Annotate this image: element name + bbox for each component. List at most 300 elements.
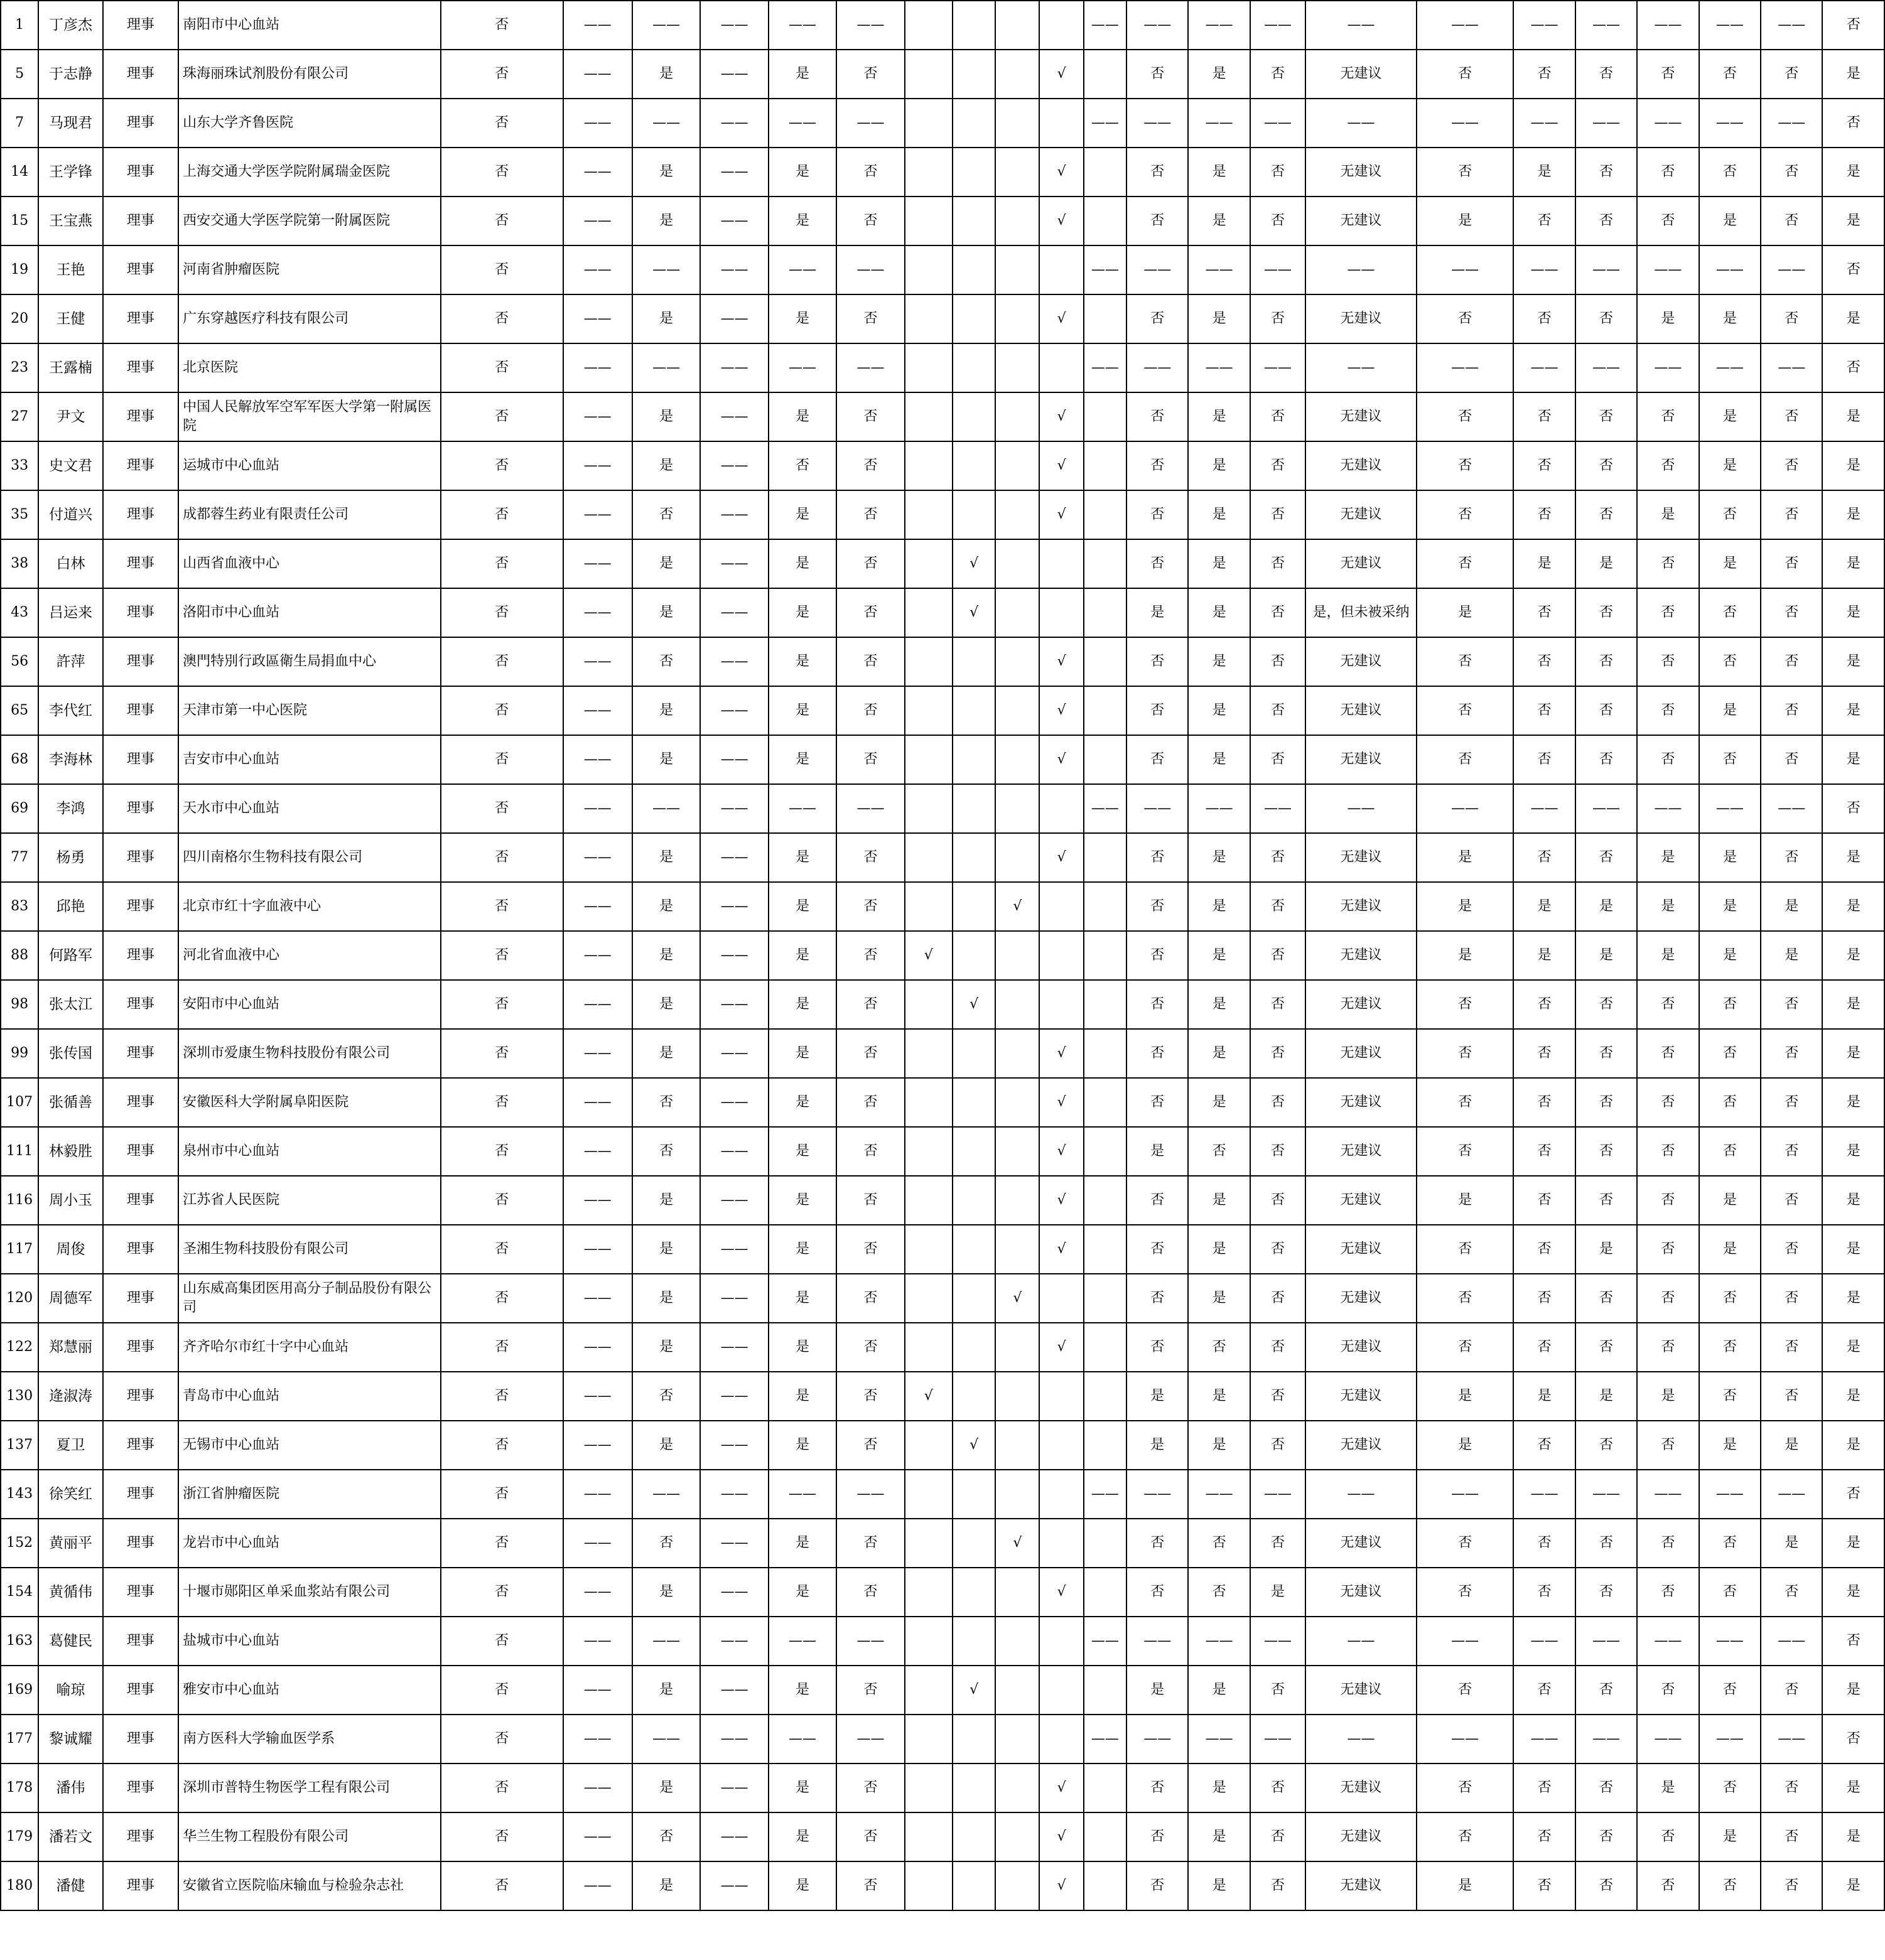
answer-cell: 是 — [1761, 882, 1822, 931]
answer-cell: √ — [1039, 50, 1083, 99]
answer-cell — [995, 1127, 1039, 1176]
organization-cell: 十堰市郧阳区单采血浆站有限公司 — [178, 1568, 441, 1617]
answer-cell: —— — [1513, 1617, 1575, 1666]
answer-cell: 否 — [1575, 1568, 1637, 1617]
organization-cell: 珠海丽珠试剂股份有限公司 — [178, 50, 441, 99]
answer-cell: 否 — [1761, 392, 1822, 441]
answer-cell: —— — [1126, 245, 1188, 294]
answer-cell: 是 — [1188, 294, 1250, 343]
answer-cell: 否 — [1637, 1029, 1699, 1078]
answer-cell: 否 — [836, 1519, 904, 1568]
answer-cell — [1039, 1274, 1083, 1323]
answer-cell: 是 — [1637, 931, 1699, 980]
answer-cell: —— — [563, 588, 632, 637]
answer-cell: 无建议 — [1305, 833, 1417, 882]
row-number-cell: 152 — [1, 1519, 38, 1568]
answer-cell: 是 — [1417, 833, 1514, 882]
answer-cell: 否 — [632, 637, 700, 686]
answer-cell: 否 — [836, 637, 904, 686]
answer-cell: √ — [1039, 441, 1083, 490]
answer-cell — [1039, 343, 1083, 392]
answer-cell: 无建议 — [1305, 1666, 1417, 1715]
answer-cell: —— — [1188, 245, 1250, 294]
answer-cell: √ — [1039, 1323, 1083, 1372]
answer-cell: 是 — [1126, 1421, 1188, 1470]
answer-cell: 无建议 — [1305, 50, 1417, 99]
answer-cell: 否 — [441, 882, 563, 931]
answer-cell — [995, 1470, 1039, 1519]
member-name-cell: 邱艳 — [38, 882, 102, 931]
answer-cell: —— — [769, 245, 836, 294]
answer-cell — [995, 197, 1039, 245]
answer-cell: 是 — [1822, 686, 1884, 735]
member-name-cell: 許萍 — [38, 637, 102, 686]
answer-cell: √ — [1039, 1078, 1083, 1127]
answer-cell — [995, 637, 1039, 686]
member-name-cell: 吕运来 — [38, 588, 102, 637]
answer-cell: 否 — [836, 197, 904, 245]
answer-cell: —— — [1575, 99, 1637, 148]
answer-cell — [905, 1127, 953, 1176]
answer-cell: 是 — [1822, 833, 1884, 882]
answer-cell: —— — [769, 1617, 836, 1666]
member-name-cell: 王露楠 — [38, 343, 102, 392]
answer-cell: √ — [1039, 1763, 1083, 1812]
answer-cell — [995, 1812, 1039, 1861]
answer-cell: 否 — [1761, 539, 1822, 588]
answer-cell: —— — [700, 1861, 768, 1910]
answer-cell: —— — [1305, 1715, 1417, 1763]
organization-cell: 广东穿越医疗科技有限公司 — [178, 294, 441, 343]
answer-cell — [953, 1812, 995, 1861]
answer-cell: 否 — [1250, 1372, 1305, 1421]
answer-cell: —— — [1513, 1470, 1575, 1519]
answer-cell: 无建议 — [1305, 1323, 1417, 1372]
answer-cell — [953, 1, 995, 50]
answer-cell: 是 — [1513, 882, 1575, 931]
answer-cell: 否 — [1417, 392, 1514, 441]
row-number-cell: 33 — [1, 441, 38, 490]
answer-cell: 否 — [1637, 1861, 1699, 1910]
answer-cell — [995, 392, 1039, 441]
answer-cell: 否 — [1126, 1519, 1188, 1568]
answer-cell: 是 — [1699, 931, 1761, 980]
answer-cell — [1084, 1519, 1126, 1568]
row-number-cell: 7 — [1, 99, 38, 148]
answer-cell: 否 — [1250, 1225, 1305, 1274]
answer-cell: 否 — [1699, 1078, 1761, 1127]
answer-cell — [953, 1715, 995, 1763]
answer-cell: 是 — [1699, 1421, 1761, 1470]
answer-cell: 是 — [632, 294, 700, 343]
answer-cell: 是 — [1761, 1421, 1822, 1470]
answer-cell: —— — [1188, 99, 1250, 148]
answer-cell — [905, 686, 953, 735]
answer-cell: 否 — [1637, 1225, 1699, 1274]
answer-cell: —— — [1513, 245, 1575, 294]
answer-cell: 否 — [1575, 735, 1637, 784]
organization-cell: 天津市第一中心医院 — [178, 686, 441, 735]
answer-cell: √ — [995, 882, 1039, 931]
member-role-cell: 理事 — [103, 1078, 178, 1127]
row-number-cell: 99 — [1, 1029, 38, 1078]
answer-cell: —— — [563, 686, 632, 735]
member-name-cell: 葛健民 — [38, 1617, 102, 1666]
answer-cell: 否 — [441, 980, 563, 1029]
answer-cell: —— — [563, 1421, 632, 1470]
answer-cell: 否 — [1699, 1519, 1761, 1568]
row-number-cell: 65 — [1, 686, 38, 735]
answer-cell: 是 — [1822, 1666, 1884, 1715]
answer-cell — [1084, 735, 1126, 784]
answer-cell — [1084, 882, 1126, 931]
answer-cell: —— — [769, 343, 836, 392]
answer-cell: —— — [1250, 784, 1305, 833]
answer-cell: 否 — [836, 882, 904, 931]
answer-cell — [1084, 1078, 1126, 1127]
answer-cell: 否 — [441, 686, 563, 735]
table-row — [1, 1666, 1884, 1715]
answer-cell — [1084, 1372, 1126, 1421]
member-name-cell: 周俊 — [38, 1225, 102, 1274]
answer-cell: —— — [563, 197, 632, 245]
table-row — [1, 539, 1884, 588]
member-role-cell: 理事 — [103, 735, 178, 784]
answer-cell: —— — [1188, 1470, 1250, 1519]
answer-cell: 否 — [1250, 1421, 1305, 1470]
answer-cell: √ — [995, 1274, 1039, 1323]
row-number-cell: 83 — [1, 882, 38, 931]
answer-cell: 是 — [632, 588, 700, 637]
answer-cell: 是 — [1188, 1176, 1250, 1225]
row-number-cell: 43 — [1, 588, 38, 637]
organization-cell: 中国人民解放军空军军医大学第一附属医院 — [178, 392, 441, 441]
answer-cell: 是 — [769, 980, 836, 1029]
answer-cell: 否 — [836, 735, 904, 784]
organization-cell: 深圳市爱康生物科技股份有限公司 — [178, 1029, 441, 1078]
answer-cell: 否 — [441, 50, 563, 99]
answer-cell: 否 — [1822, 1470, 1884, 1519]
member-name-cell: 黄循伟 — [38, 1568, 102, 1617]
answer-cell: —— — [1188, 1617, 1250, 1666]
answer-cell: 是 — [1188, 1274, 1250, 1323]
answer-cell: 是 — [1761, 1519, 1822, 1568]
answer-cell: 否 — [441, 1078, 563, 1127]
answer-cell: √ — [1039, 735, 1083, 784]
answer-cell: —— — [1084, 1715, 1126, 1763]
answer-cell: 否 — [441, 1372, 563, 1421]
answer-cell — [905, 50, 953, 99]
answer-cell: 是 — [1188, 686, 1250, 735]
answer-cell — [905, 980, 953, 1029]
answer-cell: 否 — [1637, 1812, 1699, 1861]
organization-cell: 成都蓉生药业有限责任公司 — [178, 490, 441, 539]
member-role-cell: 理事 — [103, 1225, 178, 1274]
answer-cell — [995, 1715, 1039, 1763]
answer-cell: —— — [1084, 343, 1126, 392]
answer-cell: 否 — [441, 1617, 563, 1666]
answer-cell: 是 — [1822, 735, 1884, 784]
answer-cell — [905, 539, 953, 588]
answer-cell: —— — [563, 931, 632, 980]
answer-cell — [1039, 882, 1083, 931]
answer-cell: 否 — [1250, 1127, 1305, 1176]
answer-cell: 是 — [1822, 1861, 1884, 1910]
answer-cell: 否 — [1126, 1812, 1188, 1861]
answer-cell: 无建议 — [1305, 1372, 1417, 1421]
answer-cell: —— — [563, 1225, 632, 1274]
answer-cell: —— — [1188, 1, 1250, 50]
answer-cell: 否 — [1513, 1568, 1575, 1617]
table-row — [1, 148, 1884, 197]
answer-cell — [953, 1029, 995, 1078]
answer-cell — [995, 1568, 1039, 1617]
answer-cell: 无建议 — [1305, 148, 1417, 197]
answer-cell: 否 — [1126, 1861, 1188, 1910]
row-number-cell: 69 — [1, 784, 38, 833]
answer-cell: √ — [953, 1666, 995, 1715]
answer-cell — [905, 1274, 953, 1323]
answer-cell — [1084, 1225, 1126, 1274]
answer-cell — [1084, 1763, 1126, 1812]
answer-cell: 是 — [769, 392, 836, 441]
answer-cell: 否 — [1417, 1568, 1514, 1617]
answer-cell: 否 — [1637, 1666, 1699, 1715]
answer-cell: —— — [700, 1470, 768, 1519]
answer-cell — [1084, 833, 1126, 882]
answer-cell: —— — [1637, 99, 1699, 148]
answer-cell: 否 — [836, 980, 904, 1029]
answer-cell: 否 — [1250, 1812, 1305, 1861]
answer-cell: —— — [1513, 1, 1575, 50]
answer-cell — [995, 686, 1039, 735]
answer-cell: 是 — [769, 588, 836, 637]
member-role-cell: 理事 — [103, 1812, 178, 1861]
answer-cell: 是 — [1188, 1861, 1250, 1910]
member-name-cell: 王艳 — [38, 245, 102, 294]
answer-cell: 是 — [1188, 1225, 1250, 1274]
answer-cell: —— — [563, 343, 632, 392]
answer-cell: 是 — [1188, 1029, 1250, 1078]
member-role-cell: 理事 — [103, 1666, 178, 1715]
answer-cell: 否 — [1417, 539, 1514, 588]
answer-cell: 否 — [1822, 1, 1884, 50]
answer-cell — [905, 1666, 953, 1715]
member-role-cell: 理事 — [103, 148, 178, 197]
member-role-cell: 理事 — [103, 931, 178, 980]
answer-cell: 否 — [1513, 392, 1575, 441]
answer-cell: —— — [1417, 1, 1514, 50]
answer-cell — [995, 735, 1039, 784]
answer-cell: 否 — [1637, 1274, 1699, 1323]
answer-cell — [953, 1470, 995, 1519]
answer-cell — [905, 1470, 953, 1519]
answer-cell: 是 — [1188, 1812, 1250, 1861]
answer-cell: —— — [1417, 784, 1514, 833]
answer-cell — [1084, 1127, 1126, 1176]
row-number-cell: 122 — [1, 1323, 38, 1372]
answer-cell: 否 — [1417, 735, 1514, 784]
answer-cell: —— — [1126, 1617, 1188, 1666]
table-row — [1, 1078, 1884, 1127]
member-role-cell: 理事 — [103, 490, 178, 539]
answer-cell: √ — [953, 980, 995, 1029]
answer-cell: —— — [1637, 1470, 1699, 1519]
answer-cell: 否 — [632, 1372, 700, 1421]
answer-cell: 否 — [1699, 148, 1761, 197]
answer-cell: —— — [1513, 1715, 1575, 1763]
answer-cell: —— — [1761, 99, 1822, 148]
answer-cell: 否 — [1761, 441, 1822, 490]
answer-cell: —— — [563, 1, 632, 50]
table-row — [1, 1715, 1884, 1763]
answer-cell: 否 — [1575, 490, 1637, 539]
answer-cell — [953, 490, 995, 539]
answer-cell: 否 — [1126, 735, 1188, 784]
answer-cell — [1039, 539, 1083, 588]
answer-cell: 否 — [1575, 833, 1637, 882]
answer-cell: 是 — [769, 294, 836, 343]
row-number-cell: 5 — [1, 50, 38, 99]
answer-cell: —— — [1188, 1715, 1250, 1763]
answer-cell: —— — [1761, 245, 1822, 294]
answer-cell: 是 — [1637, 1763, 1699, 1812]
answer-cell: 否 — [1699, 735, 1761, 784]
answer-cell: —— — [700, 1, 768, 50]
answer-cell — [995, 1078, 1039, 1127]
answer-cell: 是 — [1417, 931, 1514, 980]
table-row — [1, 784, 1884, 833]
answer-cell: 是 — [1822, 1127, 1884, 1176]
answer-cell — [995, 490, 1039, 539]
answer-cell: —— — [1126, 1470, 1188, 1519]
organization-cell: 南方医科大学输血医学系 — [178, 1715, 441, 1763]
answer-cell — [1084, 1176, 1126, 1225]
answer-cell: 是 — [1188, 588, 1250, 637]
member-role-cell: 理事 — [103, 1617, 178, 1666]
answer-cell: 是 — [769, 50, 836, 99]
member-name-cell: 杨勇 — [38, 833, 102, 882]
row-number-cell: 117 — [1, 1225, 38, 1274]
answer-cell: 否 — [1250, 197, 1305, 245]
answer-cell — [1084, 294, 1126, 343]
answer-cell: —— — [700, 1078, 768, 1127]
answer-cell — [953, 245, 995, 294]
member-name-cell: 潘若文 — [38, 1812, 102, 1861]
organization-cell: 运城市中心血站 — [178, 441, 441, 490]
row-number-cell: 38 — [1, 539, 38, 588]
answer-cell — [1084, 392, 1126, 441]
member-role-cell: 理事 — [103, 833, 178, 882]
answer-cell: 否 — [1250, 1763, 1305, 1812]
answer-cell: —— — [1250, 99, 1305, 148]
answer-cell: —— — [563, 980, 632, 1029]
answer-cell: 是 — [1126, 1372, 1188, 1421]
answer-cell: —— — [700, 148, 768, 197]
answer-cell: √ — [1039, 490, 1083, 539]
answer-cell: —— — [1761, 1617, 1822, 1666]
answer-cell: 否 — [1417, 1274, 1514, 1323]
answer-cell: 是 — [769, 1421, 836, 1470]
answer-cell: 否 — [1250, 1029, 1305, 1078]
answer-cell: —— — [1699, 1470, 1761, 1519]
answer-cell — [905, 490, 953, 539]
answer-cell: 否 — [1126, 197, 1188, 245]
member-name-cell: 喻琼 — [38, 1666, 102, 1715]
answer-cell: 否 — [1513, 1225, 1575, 1274]
answer-cell: 否 — [1417, 686, 1514, 735]
answer-cell: —— — [563, 784, 632, 833]
answer-cell: —— — [1084, 784, 1126, 833]
row-number-cell: 1 — [1, 1, 38, 50]
answer-cell: —— — [1699, 99, 1761, 148]
answer-cell: 否 — [1513, 197, 1575, 245]
answer-cell: 否 — [1761, 1568, 1822, 1617]
answer-cell: —— — [700, 931, 768, 980]
answer-cell: 是 — [769, 833, 836, 882]
member-role-cell: 理事 — [103, 441, 178, 490]
answer-cell: 否 — [441, 392, 563, 441]
answer-cell: 是 — [1188, 637, 1250, 686]
answer-cell: 否 — [1761, 1763, 1822, 1812]
answer-cell: 否 — [1699, 490, 1761, 539]
answer-cell: 否 — [1250, 735, 1305, 784]
answer-cell — [1084, 1812, 1126, 1861]
member-role-cell: 理事 — [103, 1029, 178, 1078]
answer-cell: 否 — [1761, 1666, 1822, 1715]
organization-cell: 龙岩市中心血站 — [178, 1519, 441, 1568]
answer-cell: 否 — [1417, 637, 1514, 686]
organization-cell: 北京医院 — [178, 343, 441, 392]
answer-cell: 是 — [1822, 539, 1884, 588]
answer-cell: √ — [953, 588, 995, 637]
answer-cell: —— — [632, 784, 700, 833]
answer-cell — [953, 1225, 995, 1274]
answer-cell: 否 — [441, 343, 563, 392]
answer-cell: 否 — [1637, 50, 1699, 99]
answer-cell: 否 — [1417, 1225, 1514, 1274]
answer-cell: √ — [1039, 1861, 1083, 1910]
answer-cell: —— — [1305, 343, 1417, 392]
answer-cell: 无建议 — [1305, 392, 1417, 441]
answer-cell: 否 — [1513, 50, 1575, 99]
answer-cell: 否 — [1417, 490, 1514, 539]
member-name-cell: 李鸿 — [38, 784, 102, 833]
answer-cell: 是 — [1637, 294, 1699, 343]
table-row — [1, 1323, 1884, 1372]
answer-cell: 否 — [1513, 588, 1575, 637]
answer-cell: 是 — [632, 686, 700, 735]
answer-cell: 否 — [632, 1127, 700, 1176]
table-row — [1, 1029, 1884, 1078]
answer-cell: √ — [905, 931, 953, 980]
answer-cell: —— — [1305, 784, 1417, 833]
table-row — [1, 1421, 1884, 1470]
answer-cell: 否 — [836, 490, 904, 539]
answer-cell: —— — [1126, 99, 1188, 148]
member-role-cell: 理事 — [103, 1715, 178, 1763]
answer-cell: 无建议 — [1305, 490, 1417, 539]
answer-cell: 否 — [1699, 1274, 1761, 1323]
answer-cell — [1039, 784, 1083, 833]
answer-cell: 是 — [1637, 833, 1699, 882]
member-role-cell: 理事 — [103, 686, 178, 735]
answer-cell: 否 — [1699, 50, 1761, 99]
answer-cell: 否 — [1513, 1421, 1575, 1470]
answer-cell: 是 — [1417, 197, 1514, 245]
answer-cell: 否 — [1250, 1666, 1305, 1715]
answer-cell: —— — [836, 1, 904, 50]
